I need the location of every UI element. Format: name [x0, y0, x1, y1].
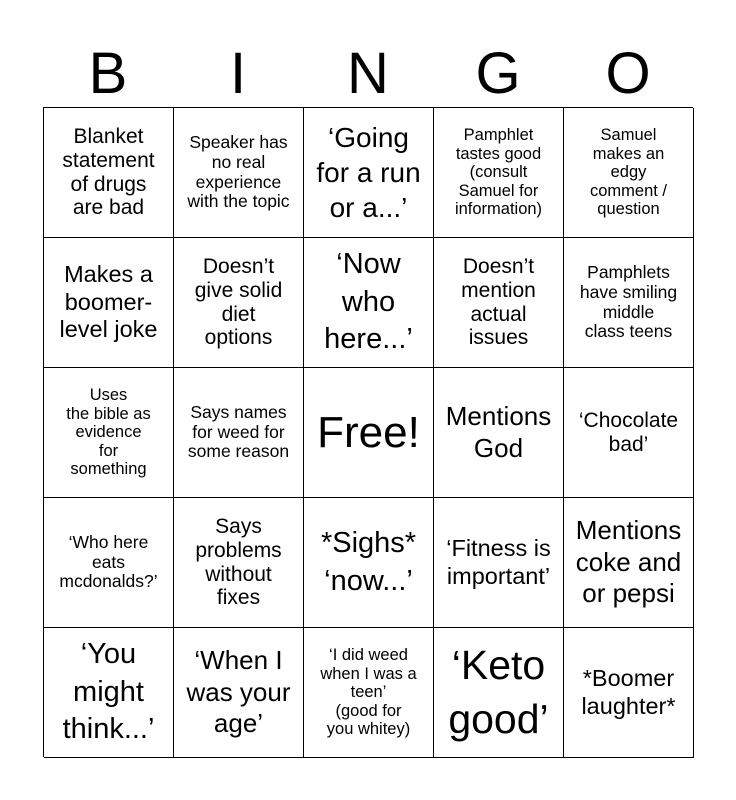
- cell-text: Says names for weed for some reason: [187, 402, 290, 462]
- bingo-cell[interactable]: [174, 238, 304, 368]
- bingo-cell[interactable]: [304, 108, 434, 238]
- bingo-cell[interactable]: [434, 238, 564, 368]
- cell-text: Doesn’t give solid diet options: [194, 255, 283, 350]
- cell-text: ‘When I was your age’: [186, 644, 291, 739]
- header-letter-i: I: [229, 41, 247, 106]
- bingo-cell[interactable]: [564, 628, 694, 758]
- cell-text: Speaker has no real experience with the topic: [187, 132, 290, 212]
- bingo-cell[interactable]: [304, 628, 434, 758]
- cell-text: ‘Fitness is important’: [446, 534, 551, 589]
- bingo-cell[interactable]: [564, 108, 694, 238]
- cell-text: Says problems without fixes: [195, 515, 282, 610]
- cell-text: Mentions coke and or pepsi: [575, 514, 682, 609]
- header-letter-n: N: [347, 41, 389, 106]
- cell-text: Pamphlet tastes good (consult Samuel for information): [454, 126, 543, 219]
- bingo-cell[interactable]: [434, 628, 564, 758]
- header-letter-g: G: [475, 41, 521, 106]
- bingo-cell[interactable]: [174, 498, 304, 628]
- cell-text: ‘Chocolate bad’: [578, 408, 679, 456]
- bingo-cell[interactable]: [174, 368, 304, 498]
- bingo-cell[interactable]: [44, 108, 174, 238]
- cell-text: Mentions God: [445, 400, 552, 463]
- bingo-cell[interactable]: [44, 368, 174, 498]
- cell-text: Free!: [317, 407, 420, 457]
- cell-text: Doesn’t mention actual issues: [461, 255, 536, 350]
- bingo-cell[interactable]: [44, 238, 174, 368]
- bingo-cell[interactable]: [44, 498, 174, 628]
- bingo-cell[interactable]: [44, 628, 174, 758]
- cell-text: *Boomer laughter*: [581, 664, 676, 719]
- cell-text: ‘I did weed when I was a teen’ (good for you whitey): [320, 646, 417, 739]
- cell-text: *Sighs* ‘now...’: [320, 526, 417, 597]
- bingo-cell[interactable]: [174, 628, 304, 758]
- bingo-cell[interactable]: [304, 498, 434, 628]
- cell-text: Samuel makes an edgy comment / question: [589, 126, 668, 219]
- cell-text: Makes a boomer- level joke: [59, 260, 158, 343]
- bingo-header: [43, 42, 693, 106]
- cell-text: Blanket statement of drugs are bad: [62, 125, 155, 220]
- bingo-cell[interactable]: [564, 368, 694, 498]
- bingo-cell[interactable]: [304, 238, 434, 368]
- header-letter-o: O: [605, 41, 651, 106]
- free-space-cell[interactable]: [304, 368, 434, 498]
- bingo-cell[interactable]: [564, 238, 694, 368]
- bingo-cell[interactable]: [434, 108, 564, 238]
- bingo-cell[interactable]: [434, 498, 564, 628]
- bingo-cell[interactable]: [564, 498, 694, 628]
- bingo-grid: [43, 107, 693, 757]
- cell-text: Uses the bible as evidence for something: [66, 386, 151, 479]
- bingo-cell[interactable]: [434, 368, 564, 498]
- cell-text: ‘Going for a run or a...’: [316, 122, 421, 223]
- cell-text: ‘You might think...’: [62, 637, 155, 746]
- cell-text: ‘Who here eats mcdonalds?’: [59, 532, 158, 592]
- bingo-cell[interactable]: [174, 108, 304, 238]
- header-letter-b: B: [88, 41, 128, 106]
- cell-text: Pamphlets have smiling middle class teens: [579, 262, 678, 342]
- cell-text: ‘Keto good’: [448, 642, 549, 742]
- cell-text: ‘Now who here...’: [324, 247, 413, 356]
